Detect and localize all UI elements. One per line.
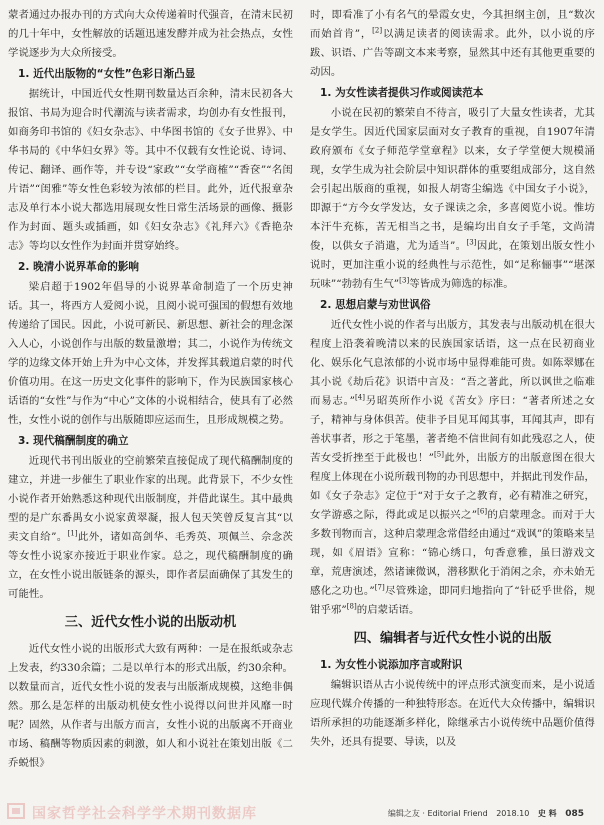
right-s2-text-d: 的启蒙理念。而对于大多数刊物而言，这种启蒙理念常借经由通过“戏讽”的策略来呈现，如《眉语》宣称：“锦心绣口，句香意雅，虽曰游戏文章，荒唐演述，然诸谏微讽，潜移默化于消闲之余，亦未始无感化之功也。” xyxy=(310,509,595,597)
right-column xyxy=(310,6,595,752)
issue-number: 2018.10 xyxy=(496,809,530,818)
right-s2-text-f: 的启蒙话语。 xyxy=(356,604,420,616)
left-s3-text-tail: 此外，诸如高剑华、毛秀英、项佩兰、佘念茨等女性小说家亦接近于职业作家。总之，现代稿酬制度的确立，在女性小说出版链条的源头，即作者层面确保了其发生的可能性。 xyxy=(8,531,293,600)
citation-ref: [2] xyxy=(372,26,383,35)
left-s3-text: 近现代书刊出版业的空前繁荣直接促成了现代稿酬制度的建立，并进一步催生了职业作家的出现。此背景下，不少女性小说作者开始熟悉这种现代出版制度，并借此谋生。其中最典型的是广东番禺女小说家黄翠凝，报人包天笑曾反复言其“以卖文自给”。 xyxy=(8,455,293,543)
right-s1-text: 小说在民初的繁荣自不待言，吸引了大量女性读者，尤其是女学生。因近代国家层面对女子教育的重视，自1907年清政府颁布《女子师范学堂章程》以来，女子学堂便大规模涌现，女学生成为社会阶层中知识群体的重要组成部分，这自然会引起出版商的重视，如报人胡寄尘编选《中国女子小说》，即源于“方今女学发达，女子课读之余，多喜阅览小说。惟坊本汗牛充栋，苦无相当之书，是编均出自女子手笔，文尚清俊，以供女子消遣，尤为适当”。 xyxy=(310,107,595,252)
left-column xyxy=(8,6,293,773)
page-number: 085 xyxy=(565,809,584,819)
right-cont-text: 时，即看准了小有名气的晕霞女史，今其担纲主创，且“数次而始首肯”， xyxy=(310,9,595,40)
right-sec4-s1-heading: 1. 为女性小说添加序言或附识 xyxy=(320,659,463,671)
left-s1-heading: 1. 近代出版物的“女性”色彩日渐凸显 xyxy=(18,68,196,80)
section-four-title: 四、编辑者与近代女性小说的出版 xyxy=(353,631,552,646)
right-s1-text-tail: 因此，在策划出版女性小说时，更加注重小说的经典性与示范性，如“足称俪事”“堪深玩味”“勃勃有生气” xyxy=(310,240,595,290)
right-s2-text-c: 此外，出版方的出版意图在很大程度上体现在小说所载刊物的办刊思想中，并据此刊发作品，如《女子杂志》定位于“对于女子之教育，必有精准之研究，女学游惑之际，得此或足以振兴之” xyxy=(310,452,595,521)
right-s2-text-e: 尽管殊途，即同归地指向了“针砭乎世俗，规钳乎邪” xyxy=(310,585,596,616)
citation-ref: [4] xyxy=(354,393,366,402)
citation-ref: [6] xyxy=(477,507,488,516)
citation-ref: [8] xyxy=(346,602,357,611)
citation-ref: [1] xyxy=(67,529,78,538)
database-logo-icon xyxy=(6,801,28,821)
left-intro-paragraph: 蒙者通过办报办刊的方式向大众传递着时代强音，在清末民初的几十年中，女性解放的话题迅速发酵并成为社会热点，女性学说逐步为大众所接受。 xyxy=(8,9,293,59)
left-s3-paragraph xyxy=(8,452,293,604)
right-s2-text-a: 近代女性小说的作者与出版方，其发表与出版动机在很大程度上沿袭着晚清以来的民族国家话语，这一点在民初商业化、娱乐化气息浓郁的小说市场中显得难能可贵。如陈翠娜在其小说《劫后花》识语中言及：“吾之著此，所以讽世之临难而易志。” xyxy=(310,319,595,407)
right-s2-heading: 2. 思想启蒙与劝世讽俗 xyxy=(320,299,431,311)
citation-ref: [7] xyxy=(374,583,385,592)
left-s2-heading: 2. 晚清小说界革命的影响 xyxy=(18,261,140,273)
watermark-text: 国家哲学社会科学学术期刊数据库 xyxy=(32,806,257,822)
citation-ref: [3] xyxy=(399,276,410,285)
page-footer xyxy=(0,801,604,825)
section-three-paragraph: 近代女性小说的出版形式大致有两种：一是在报纸或杂志上发表，约330余篇；二是以单行本的形式出版，约30余种。以数量而言，近代女性小说的发表与出版渐成规模，这绝非偶然。那么是怎样的出版动机使女性小说得以问世并风靡一时呢？固然，从作者与出版方而言，女性小说的出版离不开商业市场、稿酬等物质因素的刺激，如人和小说社在策划出版《二乔蜕恨》 xyxy=(8,643,293,769)
left-s1-paragraph: 据统计，中国近代女性期刊数量达百余种，清末民初各大报馆、书局为迎合时代潮流与读者需求，均创办有女性报刊，如商务印书馆的《妇女杂志》、中华图书馆的《女子世界》、中华书局的《中华妇女界》等。其中不仅载有女性论说、诗词、传记、翻译、画作等，并专设“家政”“女学商榷”“香奁”“名闺片语”“闺雅”等女性色彩较为浓郁的栏目。此外，近代报章杂志及单行本小说大都选用展现女性日常生活场景的画像、摄影作为封面、题头或插画，如《妇女杂志》《礼拜六》《香艳杂志》等均以女性作为封面并贯穿始终。 xyxy=(8,88,293,252)
citation-ref: [5] xyxy=(433,450,445,459)
section-label: 史 料 xyxy=(537,809,557,818)
section-three-title: 三、近代女性小说的出版动机 xyxy=(64,615,237,630)
right-continuation-paragraph xyxy=(310,6,595,82)
journal-name: 编辑之友 · Editorial Friend xyxy=(387,809,488,818)
left-s2-paragraph: 梁启超于1902年倡导的小说界革命制造了一个历史神话。其一，将西方人爱阅小说，且阅小说可强国的假想有效地传递给了国民。因此，小说可新民、新思想、新社会的理念深入人心，小说创作与出版的数量激增；其二，小说作为传统文学的边缘文体开始上升为中心文体，并发挥其载道启蒙的时代价值功用。在这一历史文化事件的影响下，作为民族国家核心话语的“女性”与作为“中心”文体的小说相结合，使具有了必然性，女性小说的创作与出版随即应运而生，且形成规模之势。 xyxy=(8,281,293,426)
right-cont-text-tail: 以满足读者的阅读需求。此外，以小说的序跋、识语、广告等副文本来考察，显然其中还有其他更重要的动因。 xyxy=(310,28,595,78)
right-s1-paragraph xyxy=(310,104,595,294)
footer-bar xyxy=(382,808,584,819)
citation-ref: [3] xyxy=(466,238,477,247)
right-s1-heading: 1. 为女性读者提供习作或阅读范本 xyxy=(320,87,484,99)
left-s3-heading: 3. 现代稿酬制度的确立 xyxy=(18,435,129,447)
right-s1-text-tail2: 等皆成为筛选的标准。 xyxy=(409,278,514,290)
section-four-paragraph: 编辑识语从古小说传统中的评点形式演变而来，是小说适应现代媒介传播的一种独特形态。在近代大众传播中，编辑识语所承担的功能逐渐多样化，除继承古小说传统中品题价值得失外，还具有提要、导读，以及 xyxy=(310,679,595,748)
right-s2-paragraph xyxy=(310,316,595,620)
right-s2-text-b: 另昭英所作小说《苦女》序曰：“著者所述之女子，精神与身体俱苦。使非予目见耳闻其事，耳闻其声，即有善状事者，形之于笔墨，著者绝不信世间有如此残忍之人，使苦女受折挫至于此极也！” xyxy=(310,395,595,464)
